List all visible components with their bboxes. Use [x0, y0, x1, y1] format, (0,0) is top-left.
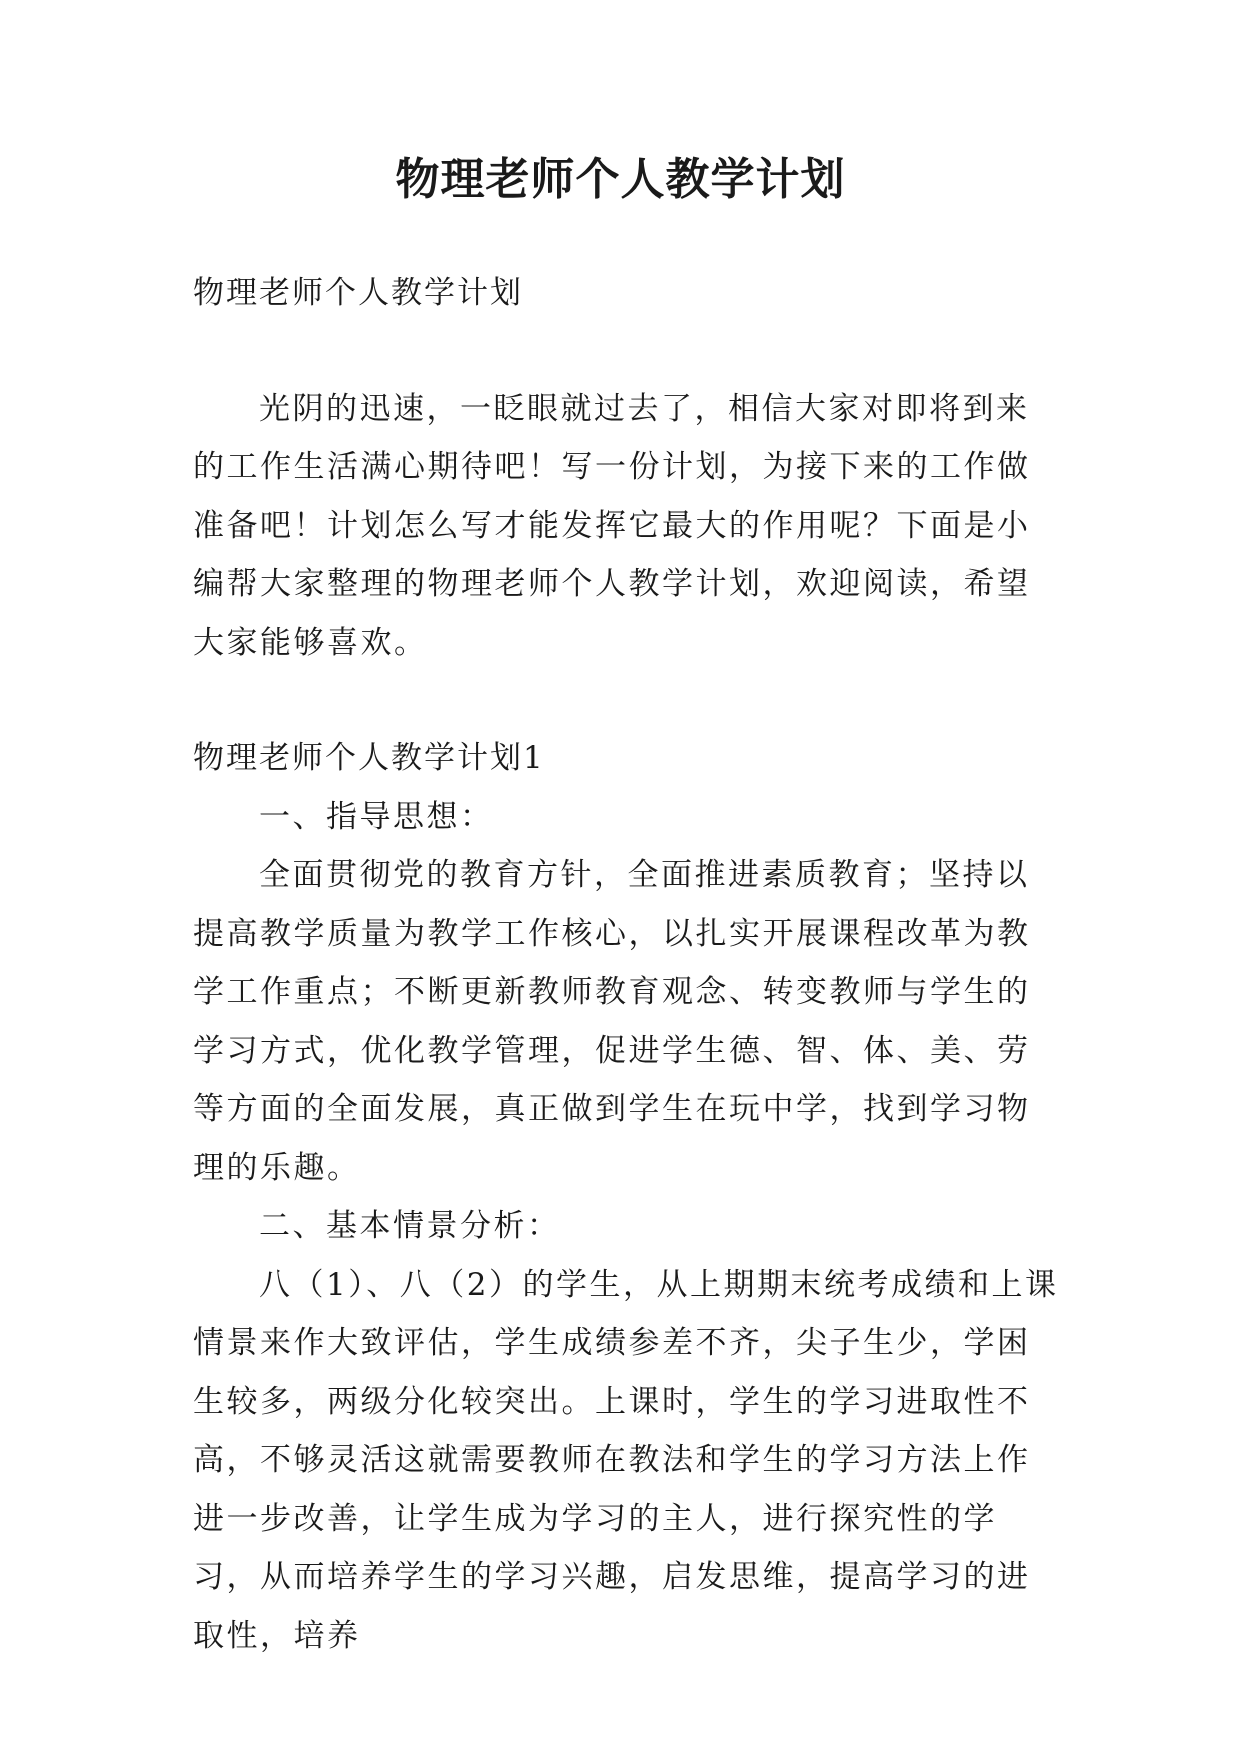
section-title: 物理老师个人教学计划1	[193, 740, 545, 776]
section-heading-situation-analysis: 二、基本情景分析：	[259, 1208, 561, 1244]
document-body	[193, 264, 1059, 1665]
section-heading-guiding-thought: 一、指导思想：	[259, 798, 494, 835]
situation-analysis-paragraph: 八（1）、八（2）的学生，从上期期末统考成绩和上课情景来作大致评估，学生成绩参差不齐，尖子生少，学困生较多，两级分化较突出。上课时，学生的学习进取性不高，不够灵活这就需要教师在教法和学生的学习方法上作进一步改善，让学生成为学习的主人，进行探究性的学习，从而培养学生的学习兴趣，启发思维，提高学习的进取性，培养	[193, 1266, 1059, 1654]
spacer	[193, 672, 1059, 729]
document-title: 物理老师个人教学计划	[395, 154, 846, 205]
spacer	[193, 323, 1059, 380]
document-subtitle: 物理老师个人教学计划	[193, 275, 523, 311]
intro-paragraph: 光阴的迅速，一眨眼就过去了，相信大家对即将到来的工作生活满心期待吧！写一份计划，为接下来的工作做准备吧！计划怎么写才能发挥它最大的作用呢？下面是小编帮大家整理的物理老师个人教学计划，欢迎阅读，希望大家能够喜欢。	[193, 390, 1031, 661]
guiding-thought-paragraph: 全面贯彻党的教育方针，全面推进素质教育；坚持以提高教学质量为教学工作核心，以扎实开展课程改革为教学工作重点；不断更新教师教育观念、转变教师与学生的学习方式，优化教学管理，促进学生德、智、体、美、劳等方面的全面发展，真正做到学生在玩中学，找到学习物理的乐趣。	[193, 857, 1031, 1186]
